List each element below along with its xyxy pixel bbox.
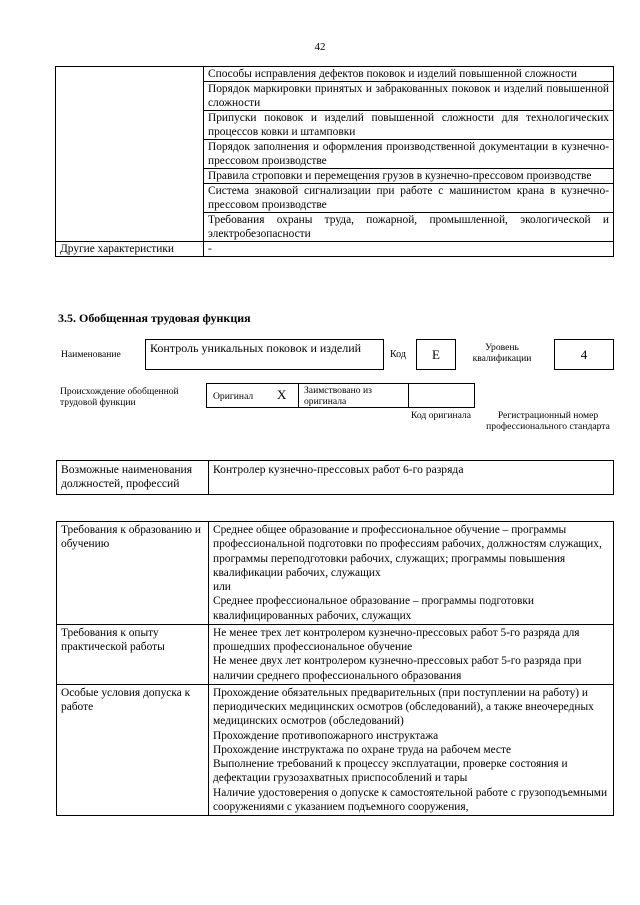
requirement-label: Особые условия допуска к работе <box>57 684 209 815</box>
code-label: Код <box>390 349 406 360</box>
requirement-content <box>209 624 614 684</box>
table-row <box>56 82 614 111</box>
row-label <box>56 82 204 111</box>
row-text: Способы исправления дефектов поковок и изделий повышенной сложности <box>204 67 614 82</box>
table-row <box>56 213 614 242</box>
origin-label: Происхождение обобщенной трудовой функции <box>60 386 179 408</box>
name-value-box <box>145 339 384 370</box>
requirement-paragraph: Не менее трех лет контролером кузнечно-прессовых работ 5-го разряда для прошедших профессиональное обучение <box>213 626 580 653</box>
requirement-label: Требования к опыту практической работы <box>57 624 209 684</box>
origin-divider-2 <box>408 383 409 408</box>
requirement-paragraph: Прохождение обязательных предварительных (при поступлении на работу) и периодических медицинских осмотров (обследований), а также внеочередных медицинских осмотров (обследований) <box>213 686 594 728</box>
table-row <box>57 461 614 495</box>
knowledge-table <box>55 66 614 257</box>
requirement-content <box>209 522 614 625</box>
table-row <box>56 67 614 82</box>
positions-label: Возможные наименования должностей, профессий <box>57 461 209 495</box>
requirement-paragraph: Среднее профессиональное образование – программы подготовки квалифицированных рабочих, служащих <box>213 595 534 622</box>
original-label: Оригинал <box>213 391 254 402</box>
requirement-paragraph: Среднее общее образование и профессиональное обучение – программы профессиональной подготовки по профессиям рабочих, должностям служащих, программы переподготовки рабочих, служащих; программы повышения квалификации рабочих, служащих <box>213 524 602 579</box>
row-text: Требования охраны труда, пожарной, промышленной, экологической и электробезопасности <box>204 213 614 242</box>
row-text: Порядок маркировки принятых и забракованных поковок и изделий повышенной сложности <box>204 82 614 111</box>
row-text: - <box>204 242 614 257</box>
orig-code-caption: Код оригинала <box>410 410 472 421</box>
page-number: 42 <box>314 41 326 53</box>
table-row <box>56 140 614 169</box>
row-label <box>56 213 204 242</box>
original-mark: X <box>277 387 287 402</box>
table-row <box>56 242 614 257</box>
requirement-paragraph: или <box>213 581 231 593</box>
requirement-paragraph: Наличие удостоверения о допуске к самостоятельной работе с грузоподъемными сооружениями с указанием подъемного сооружения, <box>213 786 608 813</box>
code-value: Е <box>432 347 440 362</box>
name-value: Контроль уникальных поковок и изделий <box>150 341 362 355</box>
requirement-paragraph: Не менее двух лет контролером кузнечно-прессовых работ 5-го разряда при наличии среднего профессионального образования <box>213 655 582 682</box>
requirements-table <box>56 521 614 816</box>
table-row <box>56 111 614 140</box>
row-label <box>56 111 204 140</box>
section-title: 3.5. Обобщенная трудовая функция <box>58 311 251 325</box>
row-text: Припуски поковок и изделий повышенной сложности для технологических процессов ковки и штамповки <box>204 111 614 140</box>
requirement-content <box>209 684 614 815</box>
table-row <box>56 169 614 184</box>
reg-number-caption: Регистрационный номер профессионального стандарта <box>486 410 610 432</box>
row-label <box>56 67 204 82</box>
requirement-paragraph: Прохождение инструктажа по охране труда на рабочем месте <box>213 743 512 756</box>
positions-table <box>56 460 614 495</box>
table-row <box>57 684 614 815</box>
requirement-label: Требования к образованию и обучению <box>57 522 209 625</box>
row-text: Система знаковой сигнализации при работе с машинистом крана в кузнечно-прессовом производстве <box>204 184 614 213</box>
table-row <box>57 624 614 684</box>
level-value-box <box>554 339 614 370</box>
level-value: 4 <box>580 347 588 362</box>
row-label <box>56 140 204 169</box>
origin-divider-1 <box>298 383 299 408</box>
row-label <box>56 184 204 213</box>
code-value-box <box>416 339 456 370</box>
requirement-paragraph: Выполнение требований к процессу эксплуатации, проверке состояния и дефектации грузозахватных приспособлений и тары <box>213 758 568 785</box>
table-row <box>57 522 614 625</box>
row-text: Порядок заполнения и оформления производственной документации в кузнечно-прессовом производстве <box>204 140 614 169</box>
borrowed-label: Заимствовано из оригинала <box>304 385 372 407</box>
requirement-paragraph: Прохождение противопожарного инструктажа <box>213 729 439 742</box>
row-label <box>56 169 204 184</box>
name-label: Наименование <box>61 349 121 360</box>
positions-value: Контролер кузнечно-прессовых работ 6-го разряда <box>209 461 614 495</box>
row-text: Правила строповки и перемещения грузов в кузнечно-прессовом производстве <box>204 169 614 184</box>
table-row <box>56 184 614 213</box>
level-label: Уровень квалификации <box>472 342 532 364</box>
row-label: Другие характеристики <box>56 242 204 257</box>
